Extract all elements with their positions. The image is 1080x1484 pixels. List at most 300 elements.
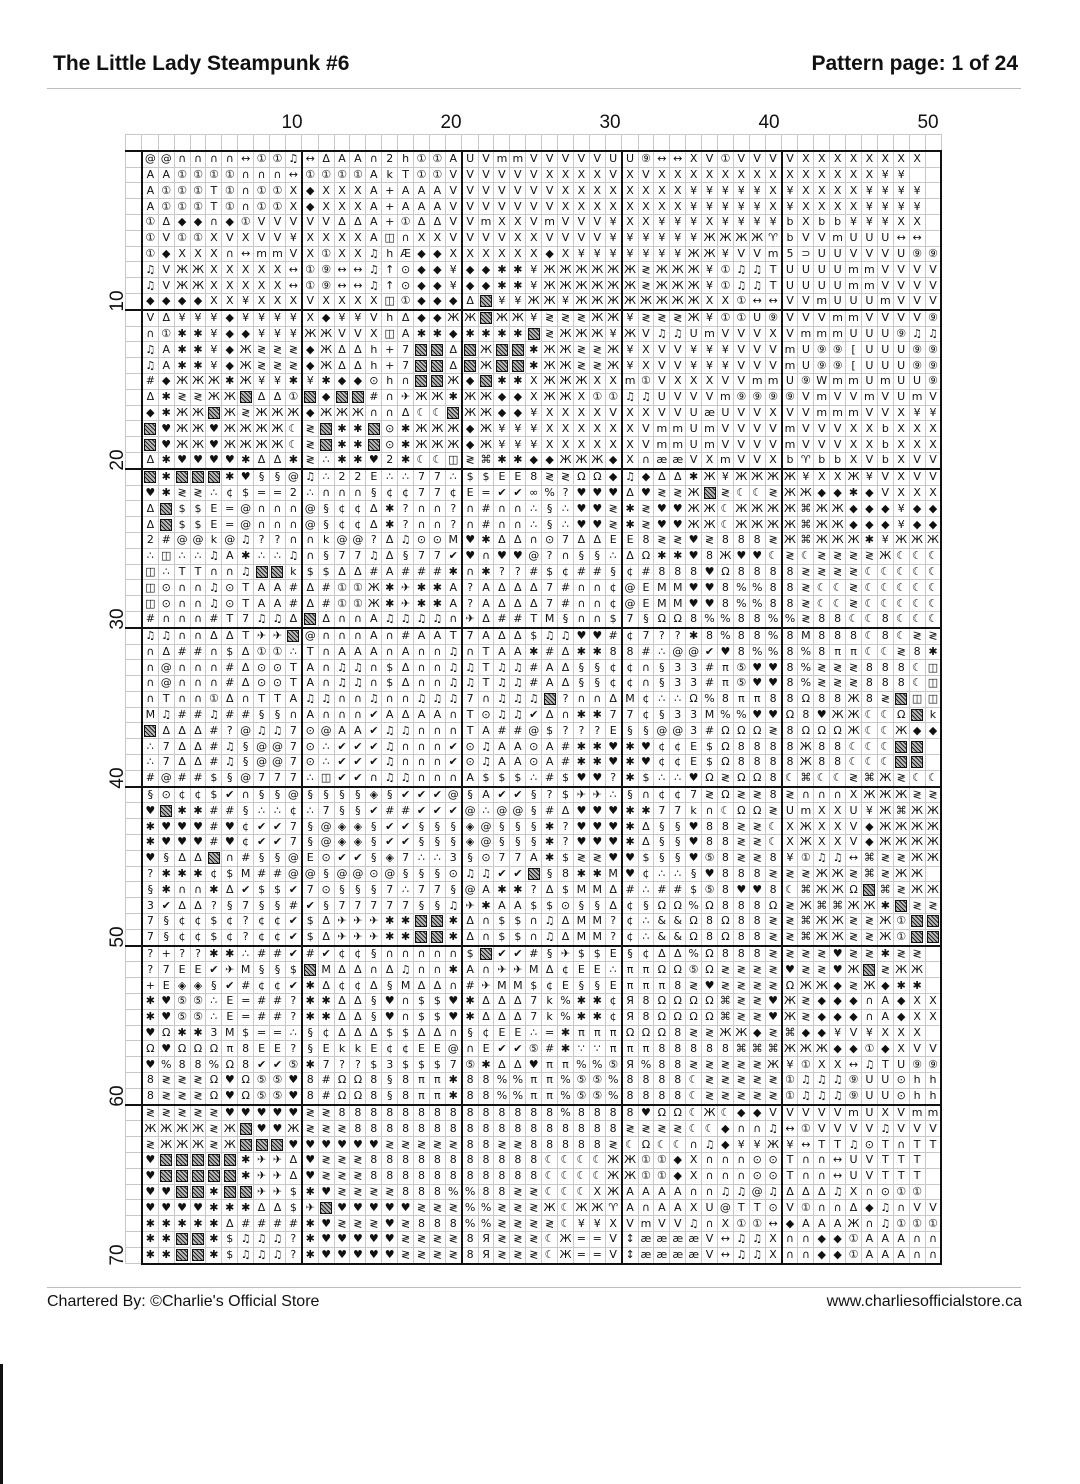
stitch-cell: Ж — [925, 850, 941, 866]
grid-margin-cell — [174, 135, 190, 151]
stitch-cell: § — [573, 548, 589, 564]
stitch-cell: h — [366, 358, 382, 374]
stitch-cell: ① — [733, 1216, 749, 1232]
stitch-cell: A — [398, 183, 414, 199]
stitch-cell: Δ — [589, 532, 605, 548]
stitch-cell: X — [814, 819, 830, 835]
stitch-cell: ☾ — [542, 1184, 558, 1200]
stitch-cell: ♫ — [270, 1247, 286, 1263]
stitch-cell: ⌘ — [798, 929, 814, 945]
stitch-cell: ¥ — [765, 214, 781, 230]
stitch-cell: ∩ — [350, 707, 366, 723]
stitch-cell: @ — [222, 532, 238, 548]
stitch-cell: E — [638, 580, 654, 596]
stitch-cell: @ — [238, 501, 254, 517]
stitch-cell: Δ — [494, 1009, 510, 1025]
stitch-cell: h — [398, 151, 414, 167]
stitch-cell: Δ — [558, 676, 574, 692]
stitch-cell: ◆ — [190, 214, 206, 230]
stitch-cell: @ — [622, 596, 638, 612]
stitch-cell: ? — [190, 946, 206, 962]
stitch-cell: ≷ — [909, 946, 925, 962]
stitch-cell: ◆ — [861, 1200, 877, 1216]
stitch-cell: X — [830, 835, 846, 851]
stitch-cell: ≷ — [318, 1121, 334, 1137]
stitch-cell: ♥ — [190, 835, 206, 851]
stitch-cell: M — [238, 866, 254, 882]
stitch-cell: E — [638, 596, 654, 612]
stitch-cell: ≷ — [765, 946, 781, 962]
stitch-cell: V — [909, 1121, 925, 1137]
stitch-cell: Ж — [733, 517, 749, 533]
stitch-cell: ≷ — [526, 1200, 542, 1216]
stitch-cell: 8 — [429, 1216, 445, 1232]
stitch-cell: m — [478, 214, 494, 230]
shaded-square-symbol — [271, 566, 283, 578]
stitch-cell: Ω — [717, 755, 733, 771]
stitch-cell: ≷ — [429, 1247, 445, 1263]
stitch-cell: # — [206, 755, 222, 771]
stitch-cell: 8 — [462, 1153, 478, 1169]
stitch-cell: ⊙ — [558, 898, 574, 914]
stitch-cell: Ω — [334, 1073, 350, 1089]
stitch-cell: ¢ — [445, 485, 461, 501]
stitch-cell: ✱ — [238, 1168, 254, 1184]
stitch-cell: Ж — [702, 230, 718, 246]
stitch-cell: 8 — [670, 978, 686, 994]
stitch-cell: Ω — [654, 962, 670, 978]
grid-margin-cell — [445, 135, 461, 151]
stitch-cell: § — [462, 850, 478, 866]
stitch-cell: V — [158, 262, 174, 278]
stitch-cell: ≷ — [190, 1088, 206, 1104]
stitch-cell: U — [861, 1105, 877, 1121]
stitch-cell: # — [366, 389, 382, 405]
stitch-cell: ① — [158, 199, 174, 215]
stitch-cell: ◆ — [142, 405, 158, 421]
stitch-cell: Ω — [142, 1041, 158, 1057]
stitch-cell: ∩ — [174, 882, 190, 898]
stitch-cell: X — [350, 183, 366, 199]
stitch-cell: ✱ — [318, 994, 334, 1010]
stitch-cell: ◆ — [414, 278, 430, 294]
stitch-cell: ♥ — [589, 501, 605, 517]
stitch-cell: ⑨ — [925, 310, 941, 326]
stitch-cell: Ж — [765, 469, 781, 485]
chart-row — [126, 1184, 942, 1200]
stitch-cell: ∴ — [526, 501, 542, 517]
stitch-cell — [925, 946, 941, 962]
shaded-square-symbol — [240, 1123, 252, 1135]
stitch-cell: 7 — [670, 803, 686, 819]
stitch-cell: ✔ — [398, 835, 414, 851]
stitch-cell: ✱ — [142, 819, 158, 835]
stitch-cell: Ω — [717, 914, 733, 930]
stitch-cell: m — [654, 421, 670, 437]
stitch-cell: ¥ — [558, 293, 574, 309]
stitch-cell: U — [861, 358, 877, 374]
stitch-cell: V — [893, 293, 909, 309]
stitch-cell: ∩ — [909, 1231, 925, 1247]
stitch-cell: ☾ — [830, 596, 846, 612]
stitch-cell: ✱ — [158, 405, 174, 421]
stitch-cell: X — [366, 326, 382, 342]
chart-row — [126, 723, 942, 739]
stitch-cell: § — [445, 819, 461, 835]
stitch-cell: V — [558, 230, 574, 246]
stitch-cell: ∩ — [190, 628, 206, 644]
stitch-cell: Δ — [334, 962, 350, 978]
stitch-cell: U — [861, 373, 877, 389]
stitch-cell: X — [670, 183, 686, 199]
stitch-cell: h — [382, 373, 398, 389]
stitch-cell: m — [909, 389, 925, 405]
stitch-cell: ◆ — [670, 1168, 686, 1184]
stitch-cell: ? — [462, 596, 478, 612]
grid-margin-cell — [126, 819, 142, 835]
stitch-cell: æ — [686, 1231, 702, 1247]
stitch-cell: = — [589, 1231, 605, 1247]
stitch-cell: X — [893, 151, 909, 167]
grid-margin-cell — [126, 501, 142, 517]
stitch-cell: ∩ — [478, 548, 494, 564]
stitch-cell: 8 — [654, 1057, 670, 1073]
stitch-cell: % — [558, 1088, 574, 1104]
stitch-cell: ① — [638, 1168, 654, 1184]
stitch-cell: ∴ — [605, 787, 621, 803]
stitch-cell: Ж — [877, 803, 893, 819]
stitch-cell: ⑨ — [814, 342, 830, 358]
stitch-cell: ⑨ — [846, 1088, 862, 1104]
stitch-cell: ♥ — [830, 946, 846, 962]
stitch-cell: U — [861, 230, 877, 246]
stitch-cell: V — [462, 230, 478, 246]
stitch-cell: ≷ — [733, 850, 749, 866]
stitch-cell: ✱ — [158, 389, 174, 405]
stitch-cell: ① — [654, 1153, 670, 1169]
stitch-cell: ∩ — [318, 485, 334, 501]
stitch-cell: $ — [285, 1200, 301, 1216]
stitch-cell: T — [877, 1153, 893, 1169]
stitch-cell: ¥ — [877, 532, 893, 548]
stitch-cell: ¢ — [622, 564, 638, 580]
stitch-cell: ♥ — [158, 421, 174, 437]
stitch-cell: Ж — [877, 819, 893, 835]
stitch-cell: X — [909, 994, 925, 1010]
stitch-cell: Ж — [622, 278, 638, 294]
stitch-cell: E — [494, 1025, 510, 1041]
stitch-cell: ? — [558, 691, 574, 707]
grid-margin-cell — [605, 135, 621, 151]
stitch-cell: § — [526, 803, 542, 819]
stitch-cell: ☾ — [893, 548, 909, 564]
stitch-cell: V — [782, 326, 798, 342]
stitch-cell: Ж — [542, 1200, 558, 1216]
stitch-cell: X — [334, 183, 350, 199]
stitch-cell: ⑨ — [925, 358, 941, 374]
stitch-cell — [478, 310, 494, 326]
stitch-cell: V — [638, 421, 654, 437]
shaded-square-symbol — [160, 519, 172, 531]
stitch-cell: ✱ — [510, 452, 526, 468]
stitch-cell: ◈ — [366, 787, 382, 803]
store-website-link[interactable]: www.charliesofficialstore.ca — [826, 1293, 1022, 1310]
stitch-cell: ♥ — [622, 850, 638, 866]
stitch-cell: ✱ — [382, 517, 398, 533]
chart-row — [126, 994, 942, 1010]
stitch-cell: Ω — [670, 1009, 686, 1025]
stitch-cell: E — [366, 469, 382, 485]
stitch-cell: A — [398, 644, 414, 660]
stitch-cell — [222, 1153, 238, 1169]
stitch-cell: # — [302, 946, 318, 962]
stitch-cell: 8 — [749, 532, 765, 548]
stitch-cell: 8 — [638, 1009, 654, 1025]
stitch-cell: ♫ — [622, 469, 638, 485]
stitch-cell: ✔ — [398, 819, 414, 835]
stitch-cell: ∩ — [350, 485, 366, 501]
stitch-cell: @ — [158, 770, 174, 786]
stitch-cell: ♫ — [254, 1247, 270, 1263]
stitch-cell — [414, 373, 430, 389]
stitch-cell: ♫ — [542, 628, 558, 644]
stitch-cell: ∩ — [702, 803, 718, 819]
stitch-cell: § — [573, 898, 589, 914]
stitch-cell: X — [893, 1025, 909, 1041]
stitch-cell: X — [238, 262, 254, 278]
stitch-cell: E — [174, 962, 190, 978]
stitch-cell: ⑨ — [733, 389, 749, 405]
stitch-cell — [925, 866, 941, 882]
stitch-cell: V — [638, 437, 654, 453]
stitch-cell: ✱ — [622, 755, 638, 771]
stitch-cell: Δ — [510, 596, 526, 612]
stitch-cell: ✱ — [589, 644, 605, 660]
stitch-cell: ∩ — [893, 1200, 909, 1216]
stitch-cell: $ — [398, 1025, 414, 1041]
stitch-cell: ✱ — [622, 770, 638, 786]
stitch-cell: Δ — [445, 342, 461, 358]
stitch-cell: § — [302, 787, 318, 803]
stitch-cell: T — [445, 628, 461, 644]
stitch-cell: ✱ — [238, 1200, 254, 1216]
stitch-cell: ≷ — [510, 1200, 526, 1216]
stitch-cell: ◆ — [494, 405, 510, 421]
stitch-cell: Ω — [686, 691, 702, 707]
stitch-cell: Ω — [798, 723, 814, 739]
stitch-cell: V — [893, 1121, 909, 1137]
stitch-cell: ♥ — [573, 819, 589, 835]
stitch-cell: ♫ — [366, 691, 382, 707]
grid-margin-cell — [702, 135, 718, 151]
stitch-cell: T — [238, 596, 254, 612]
stitch-cell: ♥ — [462, 532, 478, 548]
stitch-cell: ♥ — [589, 628, 605, 644]
chart-row — [126, 770, 942, 786]
stitch-cell: A — [334, 151, 350, 167]
stitch-cell: X — [573, 183, 589, 199]
stitch-cell: ≷ — [749, 962, 765, 978]
stitch-cell: ◆ — [222, 342, 238, 358]
stitch-cell: X — [350, 293, 366, 309]
stitch-cell: ✔ — [526, 707, 542, 723]
stitch-cell: ✱ — [414, 580, 430, 596]
stitch-cell: V — [670, 358, 686, 374]
stitch-cell: X — [589, 421, 605, 437]
stitch-cell: X — [830, 819, 846, 835]
stitch-cell: ✈ — [254, 1153, 270, 1169]
stitch-cell: Δ — [350, 1009, 366, 1025]
stitch-cell: § — [542, 946, 558, 962]
stitch-cell: Ж — [782, 517, 798, 533]
stitch-cell: ≷ — [654, 1121, 670, 1137]
stitch-cell: A — [877, 1247, 893, 1263]
stitch-cell: A — [366, 628, 382, 644]
stitch-cell: § — [686, 866, 702, 882]
stitch-cell: ◆ — [814, 1231, 830, 1247]
stitch-cell: ♥ — [334, 1137, 350, 1153]
stitch-cell: ∴ — [254, 548, 270, 564]
stitch-cell: ≷ — [526, 1216, 542, 1232]
stitch-cell: ∩ — [573, 691, 589, 707]
stitch-cell: # — [398, 564, 414, 580]
stitch-cell: 7 — [462, 691, 478, 707]
stitch-cell: Ж — [909, 962, 925, 978]
stitch-cell: ∩ — [445, 707, 461, 723]
stitch-cell: Ж — [654, 278, 670, 294]
stitch-cell: ∩ — [414, 660, 430, 676]
stitch-cell: ◆ — [462, 278, 478, 294]
stitch-cell: Ω — [702, 946, 718, 962]
stitch-cell: X — [302, 310, 318, 326]
stitch-cell: Ω — [798, 691, 814, 707]
stitch-cell: ∩ — [429, 770, 445, 786]
stitch-cell: X — [765, 167, 781, 183]
stitch-cell: X — [270, 262, 286, 278]
stitch-cell: Я — [478, 1231, 494, 1247]
stitch-cell: ☾ — [861, 564, 877, 580]
stitch-cell: X — [877, 1105, 893, 1121]
stitch-cell: ♥ — [749, 676, 765, 692]
grid-margin-cell — [542, 135, 558, 151]
stitch-cell: Ж — [414, 437, 430, 453]
stitch-cell: ≷ — [749, 835, 765, 851]
stitch-cell: V — [861, 1168, 877, 1184]
stitch-cell: ∩ — [717, 1153, 733, 1169]
stitch-cell: Ж — [893, 835, 909, 851]
stitch-cell: @ — [686, 644, 702, 660]
stitch-cell: ∩ — [429, 962, 445, 978]
chartered-by-credit: Chartered By: ©Charlie's Official Store — [47, 1293, 320, 1310]
stitch-cell: Δ — [222, 1216, 238, 1232]
stitch-cell: V — [861, 1121, 877, 1137]
stitch-cell: ◆ — [861, 517, 877, 533]
stitch-cell: ∩ — [702, 1216, 718, 1232]
stitch-cell: ① — [174, 199, 190, 215]
stitch-cell: X — [589, 199, 605, 215]
stitch-cell: ¢ — [605, 1009, 621, 1025]
stitch-cell: ♫ — [670, 326, 686, 342]
stitch-cell: ∴ — [445, 469, 461, 485]
stitch-cell: ① — [222, 167, 238, 183]
stitch-cell — [925, 230, 941, 246]
stitch-cell: ♫ — [510, 707, 526, 723]
stitch-cell: ¥ — [925, 405, 941, 421]
stitch-cell: Ж — [765, 501, 781, 517]
stitch-cell — [142, 723, 158, 739]
stitch-cell: ☾ — [573, 1184, 589, 1200]
stitch-cell: ✱ — [542, 850, 558, 866]
stitch-cell: # — [654, 882, 670, 898]
stitch-cell: A — [877, 994, 893, 1010]
stitch-cell: M — [798, 628, 814, 644]
stitch-cell: U — [846, 803, 862, 819]
stitch-cell: Δ — [382, 962, 398, 978]
stitch-cell: ∩ — [414, 501, 430, 517]
stitch-cell: ♥ — [158, 819, 174, 835]
stitch-cell — [206, 850, 222, 866]
stitch-cell: k — [686, 803, 702, 819]
stitch-cell: ≷ — [542, 469, 558, 485]
stitch-cell: ¥ — [782, 850, 798, 866]
stitch-cell: § — [302, 819, 318, 835]
stitch-cell: # — [542, 1041, 558, 1057]
stitch-cell: X — [206, 278, 222, 294]
grid-margin-cell — [126, 1009, 142, 1025]
stitch-cell: ✱ — [925, 644, 941, 660]
stitch-cell: ✔ — [429, 787, 445, 803]
stitch-cell: V — [798, 310, 814, 326]
stitch-cell: # — [254, 946, 270, 962]
stitch-cell: X — [814, 835, 830, 851]
stitch-cell: # — [206, 819, 222, 835]
stitch-cell: ✱ — [510, 373, 526, 389]
stitch-cell: ≷ — [414, 1247, 430, 1263]
stitch-cell: = — [270, 1025, 286, 1041]
stitch-cell: M — [542, 611, 558, 627]
stitch-cell: ☾ — [429, 452, 445, 468]
grid-margin-cell — [302, 135, 318, 151]
stitch-cell: Δ — [238, 676, 254, 692]
stitch-cell: Æ — [398, 246, 414, 262]
stitch-cell: ♥ — [573, 501, 589, 517]
stitch-cell: ∩ — [445, 1025, 461, 1041]
stitch-cell: ⑨ — [925, 1057, 941, 1073]
stitch-cell: V — [814, 310, 830, 326]
stitch-cell: Ж — [190, 1137, 206, 1153]
stitch-cell: Δ — [334, 994, 350, 1010]
stitch-cell — [334, 389, 350, 405]
stitch-cell: Ж — [302, 326, 318, 342]
stitch-cell: ¥ — [206, 342, 222, 358]
stitch-cell: ♫ — [638, 389, 654, 405]
stitch-cell: V — [654, 358, 670, 374]
stitch-cell: ♥ — [622, 866, 638, 882]
stitch-cell: ♥ — [398, 1200, 414, 1216]
stitch-cell: U — [814, 246, 830, 262]
stitch-cell: M — [573, 882, 589, 898]
stitch-cell: ♫ — [622, 389, 638, 405]
stitch-cell: V — [702, 151, 718, 167]
grid-margin-cell — [765, 135, 781, 151]
stitch-cell — [206, 469, 222, 485]
stitch-cell: ∩ — [174, 611, 190, 627]
stitch-cell: Δ — [445, 358, 461, 374]
stitch-cell: ① — [254, 644, 270, 660]
shaded-square-symbol — [208, 1154, 220, 1166]
stitch-cell: ≷ — [302, 1121, 318, 1137]
stitch-cell: ≷ — [366, 1216, 382, 1232]
